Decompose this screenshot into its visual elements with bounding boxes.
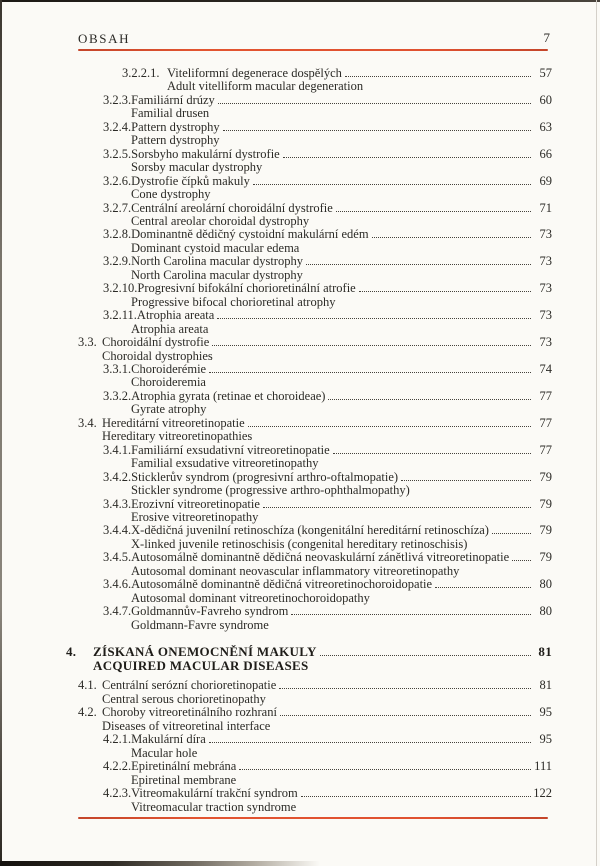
header-rule (78, 49, 548, 51)
toc-entry-title-en: Hereditary vitreoretinopathies (102, 429, 253, 444)
toc-entry-title-cs: Atrophia areata (136, 308, 215, 323)
toc-entry-title-en: Choroideremia (131, 375, 206, 390)
toc-entry-title-en: Central areolar choroidal dystrophy (131, 213, 310, 228)
toc-entry-number: 3.4.3. (103, 496, 132, 511)
dot-leader (218, 103, 531, 104)
dot-leader (280, 715, 531, 716)
toc-entry-row (0, 417, 600, 430)
toc-entry-page: 79 (539, 550, 552, 565)
dot-leader (345, 76, 531, 77)
toc-entry-number: 3.2.10. (103, 281, 138, 296)
toc-entry (0, 94, 600, 121)
toc-entry-row (0, 733, 600, 746)
page-header (78, 30, 552, 50)
toc-entry-page: 111 (534, 759, 552, 774)
toc-entry-title-en: X-linked juvenile retinoschisis (congenital hereditary retinoschisis) (131, 536, 468, 551)
toc-entry-row (0, 121, 600, 134)
dot-leader (217, 318, 531, 319)
toc-entry-row (0, 94, 600, 107)
dot-leader (320, 655, 531, 656)
toc-entry-row (0, 336, 600, 349)
toc-entry-number: 3.2.7. (103, 200, 132, 215)
toc-entry (0, 706, 600, 733)
toc-entry (0, 67, 600, 94)
toc-entry (0, 363, 600, 390)
toc-entry-title-cs: Familiární exsudativní vitreoretinopatie (131, 442, 330, 457)
toc-entry-number: 3.3. (78, 335, 97, 350)
toc-entry-title-en: Choroidal dystrophies (102, 348, 213, 363)
toc-entry (0, 733, 600, 760)
toc-entry (0, 255, 600, 282)
toc-entry-number: 4. (66, 644, 77, 660)
toc-entry-number: 4.2. (78, 705, 97, 720)
toc-entry-number: 3.4.7. (103, 604, 132, 619)
dot-leader (263, 507, 531, 508)
toc-entry-title-en: Diseases of vitreoretinal interface (102, 718, 271, 733)
toc-entry-title-en: Atrophia areata (131, 321, 209, 336)
toc-entry-page: 80 (539, 604, 552, 619)
toc-entry-title-cs: Familiární drúzy (131, 92, 215, 107)
toc-entry-title-cs: Centrální areolární choroidální dystrofie (131, 200, 333, 215)
toc-entry-page: 63 (539, 119, 552, 134)
toc-entry-row (0, 228, 600, 241)
toc-entry-title-en: Central serous chorioretinopathy (102, 691, 266, 706)
toc-entry-row (0, 67, 600, 80)
toc-entry-row (0, 524, 600, 537)
toc-entry-row (0, 498, 600, 511)
toc-entry-row (0, 390, 600, 403)
toc-entry (0, 309, 600, 336)
toc-entry-number: 3.2.11. (103, 308, 137, 323)
dot-leader (248, 426, 531, 427)
dot-leader (359, 291, 531, 292)
toc-entry-page: 71 (539, 200, 552, 215)
toc-entry-page: 73 (539, 308, 552, 323)
toc-entry-page: 80 (539, 577, 552, 592)
dot-leader (279, 688, 531, 689)
table-of-contents (0, 67, 600, 814)
toc-entry-row (0, 787, 600, 800)
toc-entry-title-en: Familial exsudative vitreoretinopathy (131, 456, 319, 471)
toc-entry-page: 77 (539, 415, 552, 430)
toc-entry-title-en: North Carolina macular dystrophy (131, 267, 303, 282)
toc-entry-number: 3.2.9. (103, 254, 132, 269)
toc-entry-row (0, 645, 600, 659)
toc-entry-row (0, 309, 600, 322)
toc-entry-row (0, 255, 600, 268)
toc-entry-title-cs: X-dědičná juvenilní retinoschíza (kongenitální hereditární retinoschíza) (131, 523, 489, 538)
toc-entry (0, 175, 600, 202)
toc-entry-number: 3.2.5. (103, 146, 132, 161)
toc-entry-title-cs: Vitreomakulární trakční syndrom (131, 786, 298, 801)
toc-entry-number: 3.2.8. (103, 227, 132, 242)
toc-entry-title-cs: Erozivní vitreoretinopatie (131, 496, 260, 511)
toc-entry-row (0, 444, 600, 457)
toc-entry-row (0, 605, 600, 618)
toc-entry-page: 57 (539, 66, 552, 80)
toc-entry-page: 81 (539, 678, 552, 693)
toc-entry (0, 228, 600, 255)
toc-entry-title-en: Dominant cystoid macular edema (131, 240, 300, 255)
toc-entry-title-cs: Sticklerův syndrom (progresivní arthro-oftalmopatie) (131, 469, 399, 484)
toc-entry-title-en: Epiretinal membrane (131, 772, 237, 787)
toc-entry-number: 3.4.1. (103, 442, 132, 457)
toc-entry-title-cs: Autosomálně dominantně dědičná neovaskulární zánětlivá vitreoretinopatie (131, 550, 510, 565)
footer-rule (78, 817, 548, 819)
toc-entry (0, 202, 600, 229)
dot-leader (223, 130, 531, 131)
toc-entry-row (0, 175, 600, 188)
toc-entry-page: 79 (539, 469, 552, 484)
toc-entry (0, 645, 600, 672)
toc-entry-page: 77 (539, 388, 552, 403)
toc-entry-title-cs: ZÍSKANÁ ONEMOCNĚNÍ MAKULY (93, 644, 317, 660)
toc-entry-title-cs: Makulární díra (131, 732, 206, 747)
toc-entry-title-cs: Pattern dystrophy (131, 119, 220, 134)
toc-entry-title-cs: Hereditární vitreoretinopatie (102, 415, 245, 430)
dot-leader (209, 372, 531, 373)
toc-entry-title-en: Progressive bifocal chorioretinal atrophy (131, 294, 336, 309)
dot-leader (336, 211, 531, 212)
toc-entry-title-en: Adult vitelliform macular degeneration (167, 79, 364, 94)
toc-entry-page: 79 (539, 496, 552, 511)
toc-entry-page: 95 (539, 732, 552, 747)
toc-entry-title-en: Erosive vitreoretinopathy (131, 509, 259, 524)
toc-entry-number: 3.3.2. (103, 388, 132, 403)
toc-entry-title-en: Vitreomacular traction syndrome (131, 799, 297, 814)
toc-entry (0, 148, 600, 175)
toc-entry-row (0, 760, 600, 773)
dot-leader (291, 614, 531, 615)
toc-entry-row (0, 706, 600, 719)
toc-entry-title-cs: Sorsbyho makulární dystrofie (131, 146, 280, 161)
toc-entry-page: 73 (539, 281, 552, 296)
toc-entry (0, 679, 600, 706)
toc-entry-title-en: Familial drusen (131, 106, 210, 121)
toc-entry (0, 498, 600, 525)
toc-entry-title-cs: Choroidální dystrofie (102, 335, 210, 350)
toc-entry-title-en: Sorsby macular dystrophy (131, 160, 263, 175)
toc-entry-title-cs: Choroiderémie (131, 361, 207, 376)
toc-entry (0, 578, 600, 605)
toc-entry (0, 390, 600, 417)
toc-entry (0, 551, 600, 578)
toc-entry-row (0, 148, 600, 161)
toc-entry (0, 524, 600, 551)
dot-leader (209, 742, 531, 743)
toc-entry-number: 3.2.6. (103, 173, 132, 188)
scan-edge-top (0, 0, 600, 2)
toc-entry-page: 77 (539, 442, 552, 457)
toc-entry-number: 4.2.2. (103, 759, 132, 774)
toc-entry-title-en: Cone dystrophy (131, 187, 211, 202)
toc-entry-page: 66 (539, 146, 552, 161)
toc-entry-page: 69 (539, 173, 552, 188)
toc-entry-row (0, 363, 600, 376)
dot-leader (492, 533, 531, 534)
toc-entry-page: 79 (539, 523, 552, 538)
toc-entry-number: 3.2.2.1. (122, 66, 160, 80)
toc-entry-title-cs: Autosomálně dominantně dědičná vitreoretinochoroidopatie (131, 577, 433, 592)
toc-entry-number: 3.4.2. (103, 469, 132, 484)
toc-entry-title-cs: Centrální serózní chorioretinopatie (102, 678, 277, 693)
dot-leader (253, 184, 531, 185)
dot-leader (239, 769, 531, 770)
toc-entry-page: 95 (539, 705, 552, 720)
toc-entry-number: 3.4. (78, 415, 97, 430)
dot-leader (301, 796, 531, 797)
dot-leader (401, 480, 531, 481)
toc-entry-page: 73 (539, 335, 552, 350)
toc-entry-title-en: Stickler syndrome (progressive arthro-ophthalmopathy) (131, 483, 410, 498)
page-title: OBSAH (78, 31, 131, 46)
toc-entry-page: 73 (539, 227, 552, 242)
toc-entry (0, 444, 600, 471)
scan-edge-bottom-bar (0, 861, 320, 866)
dot-leader (435, 587, 531, 588)
toc-entry-title-cs: Viteliformní degenerace dospělých (167, 66, 342, 80)
toc-entry-page: 73 (539, 254, 552, 269)
toc-entry-title-cs: Dystrofie čípků makuly (131, 173, 250, 188)
toc-entry-title-cs: Atrophia gyrata (retinae et choroideae) (131, 388, 326, 403)
toc-entry-title-en: Pattern dystrophy (131, 133, 220, 148)
toc-entry (0, 471, 600, 498)
toc-entry-row (0, 202, 600, 215)
toc-entry-number: 4.2.1. (103, 732, 132, 747)
toc-entry-number: 3.2.4. (103, 119, 132, 134)
toc-entry-title-en: Autosomal dominant vitreoretinochoroidopathy (131, 590, 370, 605)
toc-entry-row (0, 679, 600, 692)
toc-entry (0, 787, 600, 814)
toc-entry (0, 336, 600, 363)
toc-entry-title-en: Macular hole (131, 745, 198, 760)
toc-entry-number: 3.2.3. (103, 92, 132, 107)
dot-leader (328, 399, 531, 400)
toc-entry-number: 3.4.4. (103, 523, 132, 538)
toc-entry-title-en: Goldmann-Favre syndrome (131, 617, 269, 632)
toc-entry (0, 760, 600, 787)
toc-entry-page: 122 (533, 786, 552, 801)
toc-entry-title-en: ACQUIRED MACULAR DISEASES (93, 658, 309, 674)
toc-entry (0, 121, 600, 148)
toc-entry-row (0, 551, 600, 564)
toc-entry (0, 417, 600, 444)
dot-leader (512, 560, 531, 561)
toc-entry (0, 605, 600, 632)
toc-entry-row (0, 282, 600, 295)
dot-leader (283, 157, 531, 158)
dot-leader (372, 237, 531, 238)
toc-entry-title-cs: Choroby vitreoretinálního rozhraní (102, 705, 277, 720)
page-number: 7 (543, 30, 550, 45)
toc-entry-title-en: Autosomal dominant neovascular inflammatory vitreoretinopathy (131, 563, 460, 578)
toc-entry-title-cs: Goldmannův-Favreho syndrom (131, 604, 289, 619)
dot-leader (306, 264, 531, 265)
dot-leader (333, 453, 531, 454)
toc-entry-page: 60 (539, 92, 552, 107)
toc-entry-row (0, 471, 600, 484)
toc-entry-title-cs: Progresivní bifokální chorioretinální atrofie (137, 281, 356, 296)
toc-entry-title-cs: North Carolina macular dystrophy (131, 254, 303, 269)
toc-entry-row (0, 578, 600, 591)
toc-entry (0, 282, 600, 309)
dot-leader (212, 345, 531, 346)
toc-entry-page: 74 (539, 361, 552, 376)
toc-entry-title-cs: Dominantně dědičný cystoidní makulární edém (131, 227, 369, 242)
toc-entry-number: 4.2.3. (103, 786, 132, 801)
toc-entry-title-cs: Epiretinální mebrána (131, 759, 237, 774)
toc-entry-page: 81 (538, 644, 552, 660)
toc-entry-number: 4.1. (78, 678, 97, 693)
toc-entry-number: 3.4.5. (103, 550, 132, 565)
toc-entry-title-en: Gyrate atrophy (131, 402, 207, 417)
toc-entry-number: 3.3.1. (103, 361, 132, 376)
toc-entry-number: 3.4.6. (103, 577, 132, 592)
